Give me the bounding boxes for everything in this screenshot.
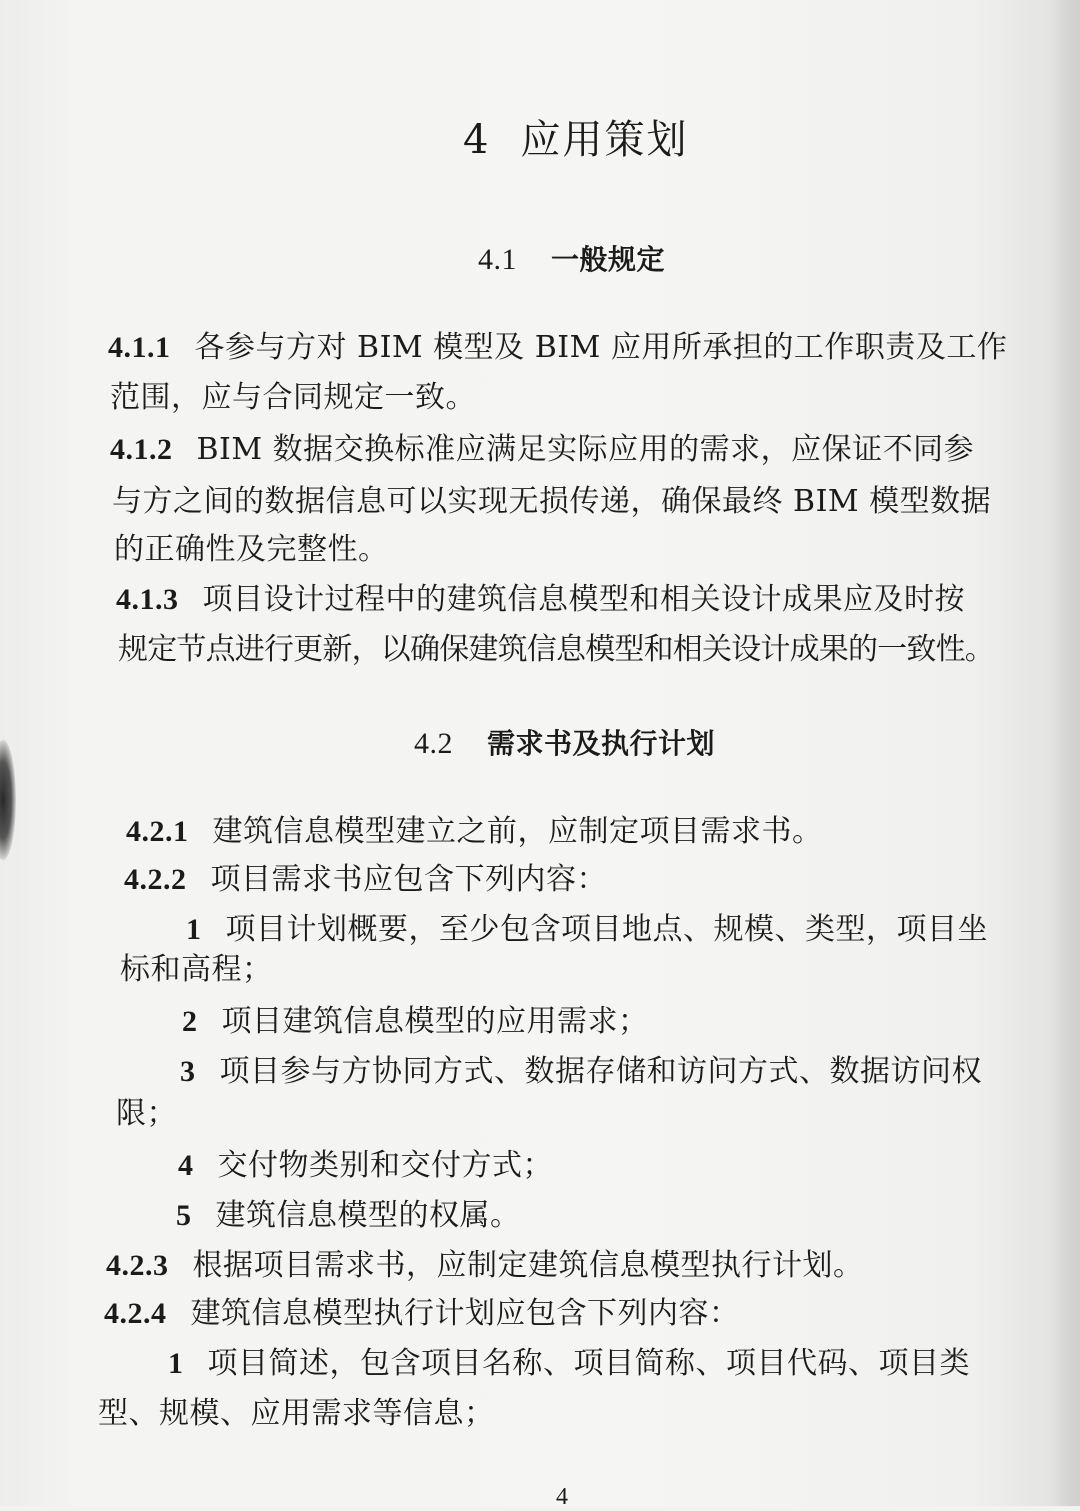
chapter-number: 4: [463, 117, 491, 163]
item-number: 5: [176, 1199, 192, 1232]
item-text: 交付物类别和交付方式；: [217, 1148, 553, 1183]
item-number: 1: [168, 1347, 184, 1380]
item-number: 4: [178, 1149, 194, 1182]
page-number: 4: [556, 1484, 569, 1510]
clause-4-2-2: [124, 854, 607, 906]
clause-number: 4.2.3: [106, 1249, 169, 1282]
item-number: 2: [182, 1005, 198, 1038]
section-heading-4-1: [478, 238, 665, 278]
clause-text: BIM 数据交换标准应满足实际应用的需求，应保证不同参: [196, 432, 975, 467]
clause-4-1-2-line-3: 的正确性及完整性。: [114, 532, 389, 567]
item-text: 项目参与方协同方式、数据存储和访问方式、数据访问权: [219, 1054, 982, 1089]
list-item-4-2-2-3-line-2: 限；: [116, 1096, 177, 1131]
clause-text: 建筑信息模型建立之前，应制定项目需求书。: [212, 814, 823, 849]
clause-4-2-3: [106, 1240, 864, 1292]
list-item-4-2-2-1-line-2: 标和高程；: [120, 952, 273, 987]
list-item-4-2-4-1-line-2: 型、规模、应用需求等信息；: [98, 1396, 495, 1431]
clause-4-2-1: [126, 806, 823, 858]
clause-text: 项目需求书应包含下列内容：: [210, 862, 607, 897]
clause-text: 根据项目需求书，应制定建筑信息模型执行计划。: [192, 1248, 864, 1283]
page-edge-shadow: [0, 740, 16, 860]
item-number: 1: [186, 913, 202, 946]
page-edge-shadow-right: [1054, 0, 1080, 1506]
section-title: 需求书及执行计划: [487, 727, 716, 760]
list-item-4-2-2-4: [178, 1140, 553, 1192]
section-number: 4.1: [478, 243, 517, 276]
clause-number: 4.2.4: [104, 1297, 167, 1330]
clause-number: 4.1.1: [108, 331, 171, 364]
list-item-4-2-2-2: [182, 996, 649, 1048]
item-number: 3: [180, 1055, 196, 1088]
clause-4-1-1-line-1: [108, 322, 1007, 374]
clause-4-1-3-line-2: 规定节点进行更新，以确保建筑信息模型和相关设计成果的一致性。: [118, 632, 994, 667]
clause-number: 4.1.3: [116, 583, 179, 616]
chapter-title: 应用策划: [520, 117, 689, 163]
clause-4-1-3-line-1: [116, 574, 965, 626]
item-text: 建筑信息模型的权属。: [215, 1198, 521, 1233]
clause-number: 4.2.1: [126, 815, 189, 848]
clause-number: 4.2.2: [124, 863, 187, 896]
item-text: 项目简述，包含项目名称、项目简称、项目代码、项目类: [207, 1346, 970, 1381]
item-text: 项目建筑信息模型的应用需求；: [221, 1004, 649, 1039]
chapter-heading: [463, 108, 688, 165]
clause-text: 项目设计过程中的建筑信息模型和相关设计成果应及时按: [202, 582, 965, 617]
list-item-4-2-2-3-line-1: [180, 1046, 982, 1098]
list-item-4-2-2-5: [176, 1190, 521, 1242]
section-heading-4-2: [414, 722, 715, 762]
clause-text: 建筑信息模型执行计划应包含下列内容：: [190, 1296, 740, 1331]
clause-4-1-1-line-2: 范围，应与合同规定一致。: [110, 380, 476, 415]
section-title: 一般规定: [551, 243, 666, 276]
clause-4-2-4: [104, 1288, 740, 1340]
clause-number: 4.1.2: [110, 433, 173, 466]
list-item-4-2-2-1-line-1: [186, 904, 988, 956]
item-text: 项目计划概要，至少包含项目地点、规模、类型，项目坐: [225, 912, 988, 947]
clause-4-1-2-line-1: [110, 424, 974, 476]
list-item-4-2-4-1-line-1: [168, 1338, 970, 1390]
section-number: 4.2: [414, 727, 453, 760]
clause-4-1-2-line-2: 与方之间的数据信息可以实现无损传递，确保最终 BIM 模型数据: [112, 484, 992, 519]
clause-text: 各参与方对 BIM 模型及 BIM 应用所承担的工作职责及工作: [194, 330, 1008, 365]
